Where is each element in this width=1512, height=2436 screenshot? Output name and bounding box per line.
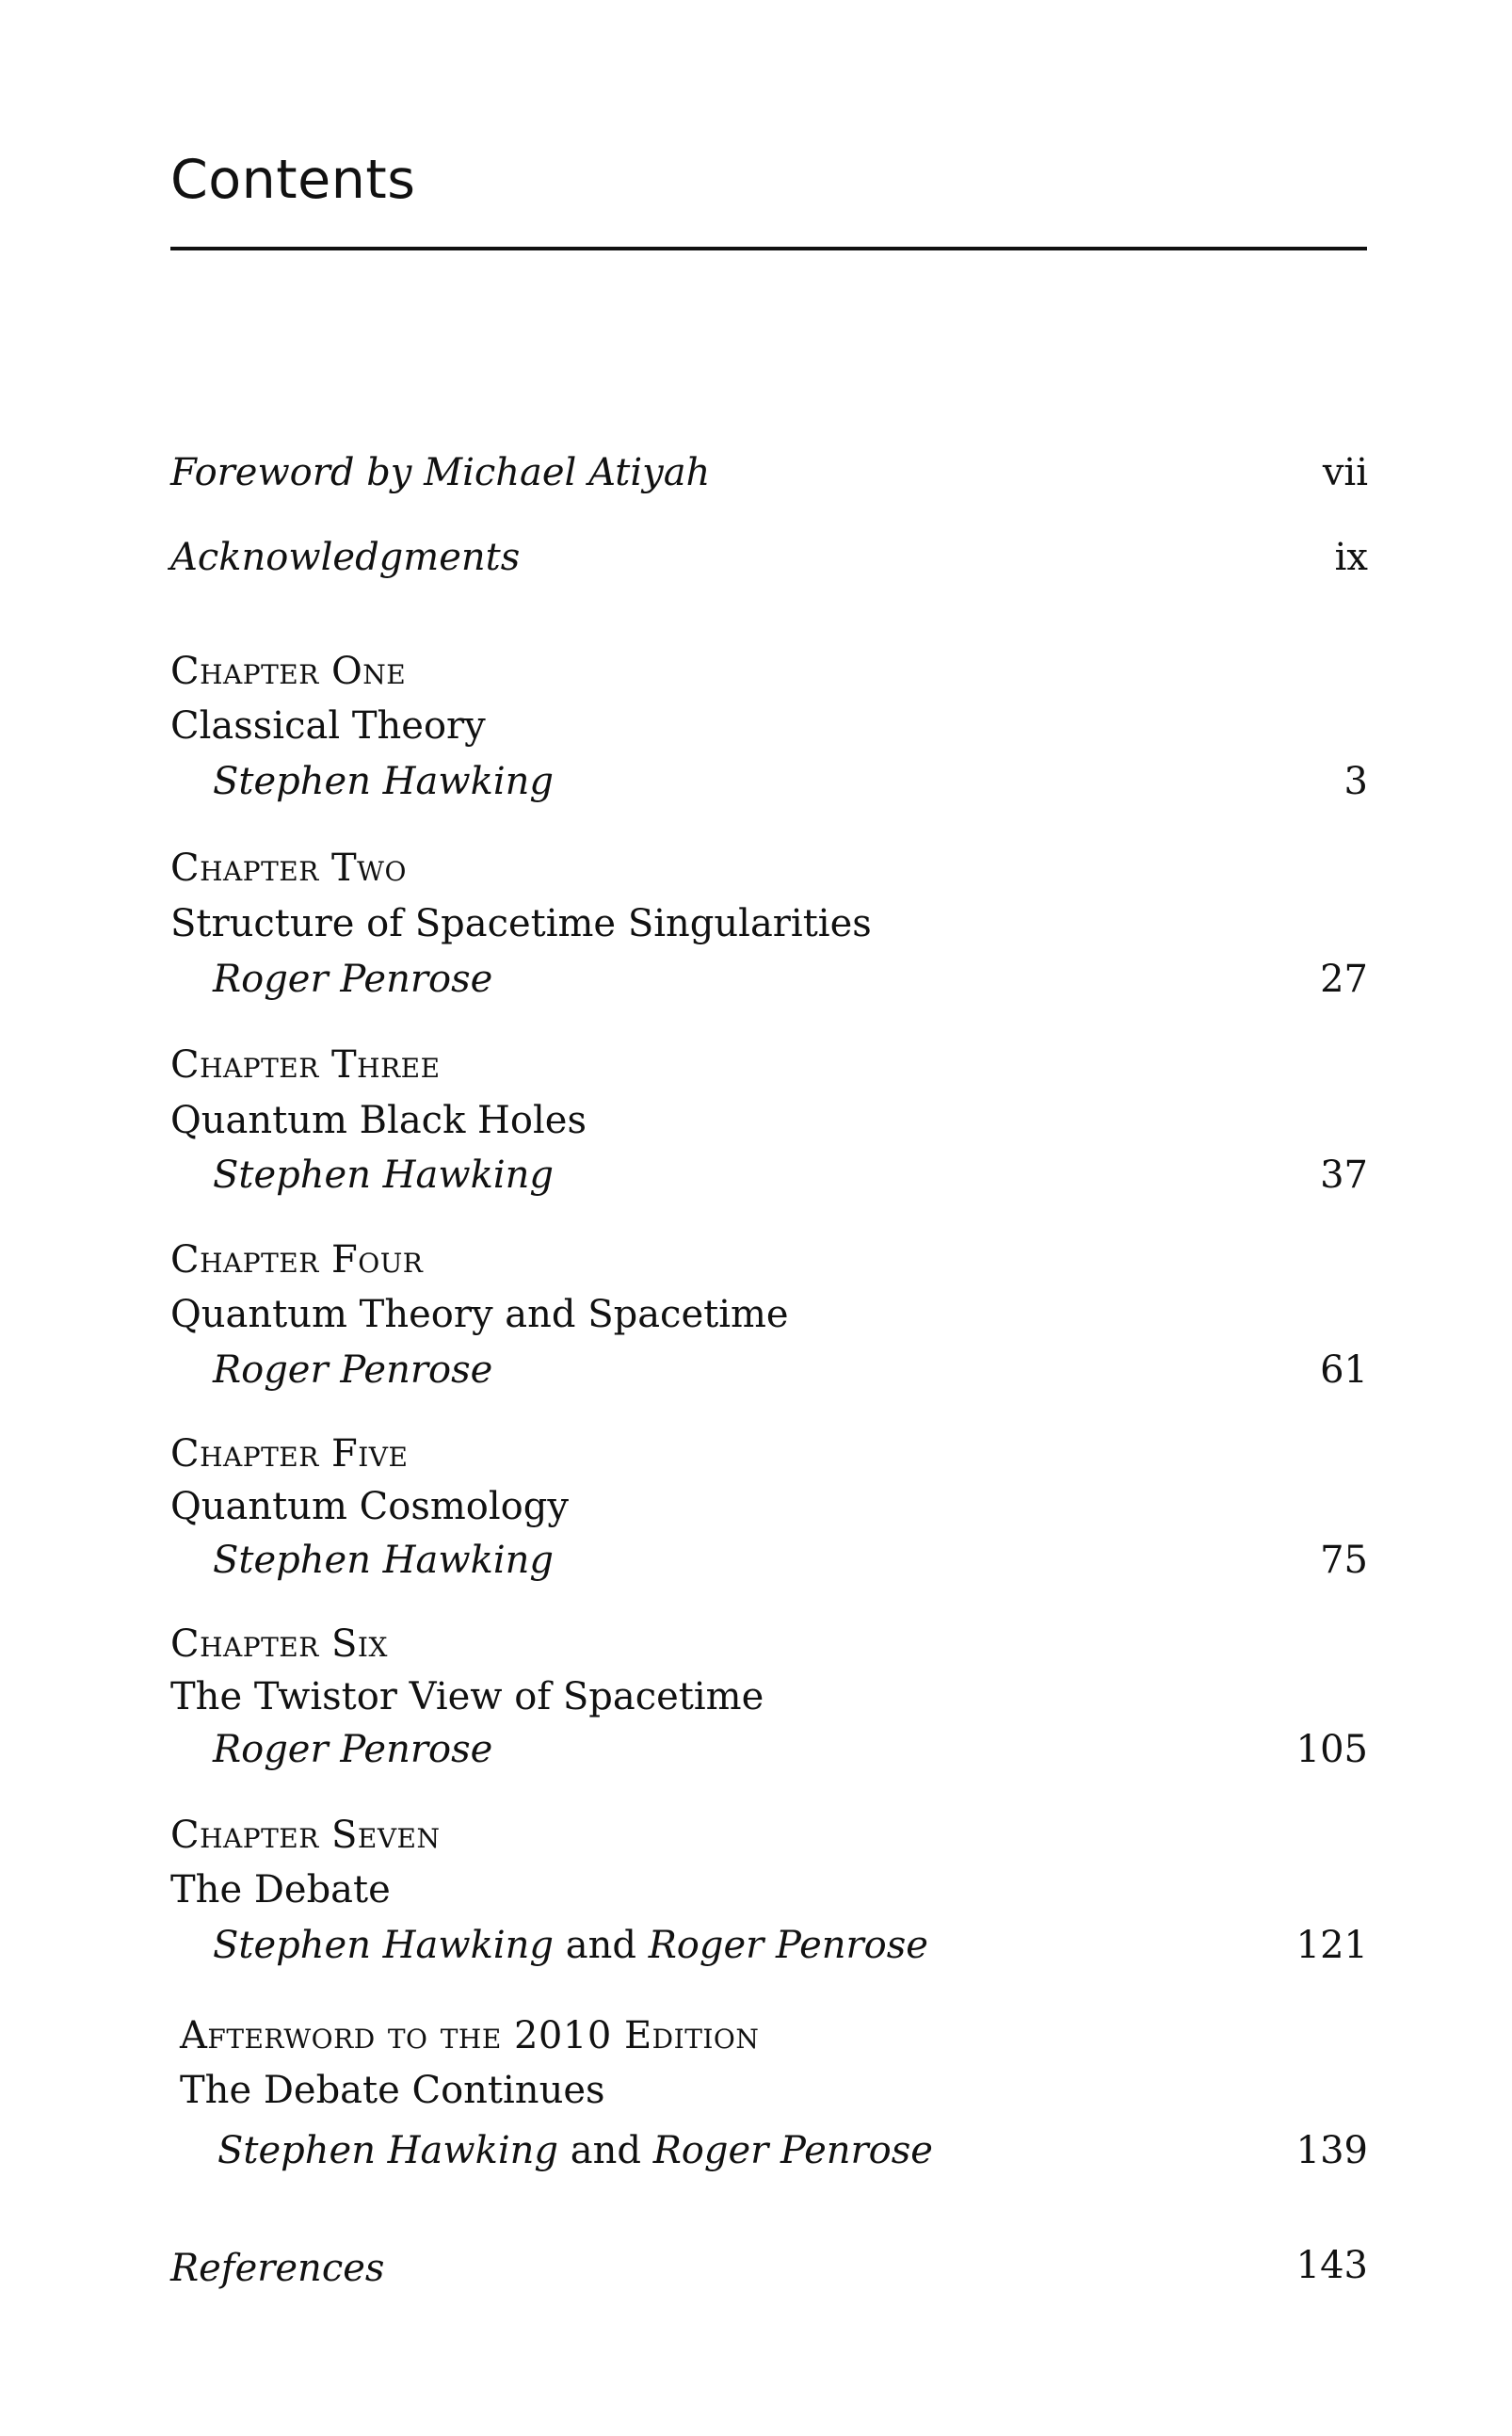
chapter-1-title[interactable]: Classical Theory bbox=[170, 704, 486, 748]
afterword-author-line bbox=[217, 2129, 933, 2172]
afterword-heading: Afterword to the 2010 Edition bbox=[180, 2014, 760, 2057]
chapter-7-heading: Chapter Seven bbox=[170, 1814, 441, 1857]
chapter-2-author: Roger Penrose bbox=[213, 958, 493, 1001]
title-divider bbox=[170, 247, 1367, 250]
chapter-2-heading: Chapter Two bbox=[170, 847, 407, 890]
chapter-7-conjunction: and bbox=[565, 1924, 636, 1967]
chapter-7-author-penrose: Roger Penrose bbox=[648, 1924, 928, 1967]
afterword-title[interactable]: The Debate Continues bbox=[180, 2069, 605, 2112]
chapter-7-author-hawking: Stephen Hawking bbox=[213, 1924, 555, 1967]
chapter-4-page: 61 bbox=[1320, 1348, 1368, 1392]
chapter-4-author: Roger Penrose bbox=[213, 1348, 493, 1392]
toc-references-label[interactable]: References bbox=[170, 2247, 385, 2290]
chapter-5-title[interactable]: Quantum Cosmology bbox=[170, 1485, 569, 1528]
toc-acknowledgments-page: ix bbox=[1334, 536, 1368, 579]
chapter-3-page: 37 bbox=[1320, 1153, 1368, 1197]
chapter-5-author: Stephen Hawking bbox=[213, 1539, 555, 1582]
toc-acknowledgments-label[interactable]: Acknowledgments bbox=[170, 536, 521, 579]
chapter-6-heading: Chapter Six bbox=[170, 1622, 388, 1666]
chapter-3-heading: Chapter Three bbox=[170, 1043, 441, 1087]
chapter-7-page: 121 bbox=[1295, 1924, 1368, 1967]
chapter-2-page: 27 bbox=[1320, 958, 1368, 1001]
chapter-7-author-line bbox=[213, 1924, 928, 1967]
chapter-3-title[interactable]: Quantum Black Holes bbox=[170, 1099, 587, 1142]
chapter-1-author: Stephen Hawking bbox=[213, 760, 555, 803]
chapter-1-page: 3 bbox=[1343, 760, 1368, 803]
afterword-author-hawking: Stephen Hawking bbox=[217, 2129, 559, 2172]
chapter-5-page: 75 bbox=[1320, 1539, 1368, 1582]
chapter-2-title[interactable]: Structure of Spacetime Singularities bbox=[170, 902, 872, 945]
toc-foreword-page: vii bbox=[1322, 451, 1368, 494]
chapter-1-heading: Chapter One bbox=[170, 650, 407, 693]
afterword-conjunction: and bbox=[570, 2129, 641, 2172]
chapter-6-title[interactable]: The Twistor View of Spacetime bbox=[170, 1675, 764, 1718]
toc-foreword-label[interactable]: Foreword by Michael Atiyah bbox=[170, 451, 711, 494]
toc-references-page: 143 bbox=[1295, 2244, 1368, 2287]
chapter-6-author: Roger Penrose bbox=[213, 1728, 493, 1771]
chapter-4-title[interactable]: Quantum Theory and Spacetime bbox=[170, 1293, 789, 1336]
afterword-page: 139 bbox=[1295, 2129, 1368, 2172]
chapter-5-heading: Chapter Five bbox=[170, 1432, 409, 1476]
chapter-3-author: Stephen Hawking bbox=[213, 1153, 555, 1197]
chapter-4-heading: Chapter Four bbox=[170, 1238, 424, 1282]
afterword-author-penrose: Roger Penrose bbox=[652, 2129, 933, 2172]
chapter-7-title[interactable]: The Debate bbox=[170, 1868, 391, 1912]
page-title: Contents bbox=[170, 149, 416, 211]
chapter-6-page: 105 bbox=[1295, 1728, 1368, 1771]
